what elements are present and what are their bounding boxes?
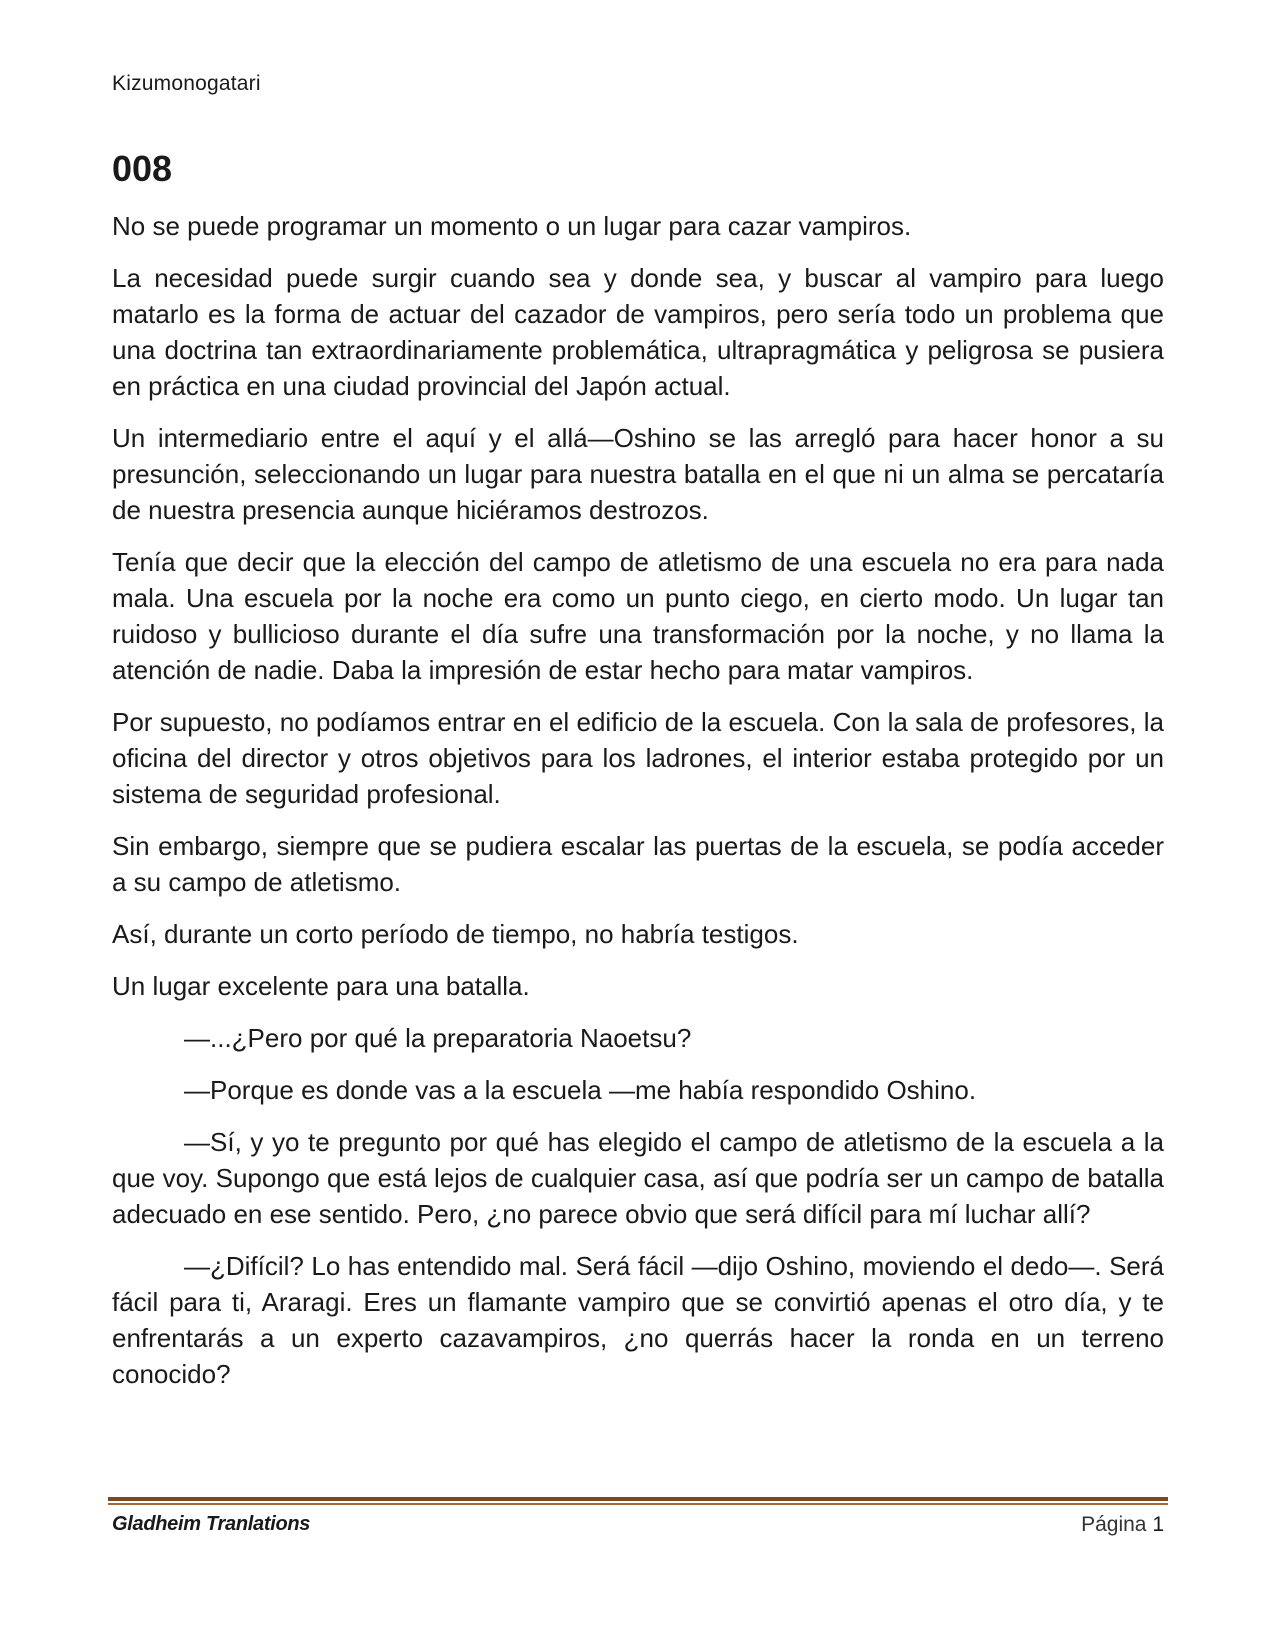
footer-brand: Gladheim Tranlations: [112, 1513, 311, 1535]
page-footer: [112, 1513, 1164, 1543]
dialogue-paragraph: —...¿Pero por qué la preparatoria Naoetsu?: [184, 1023, 692, 1053]
footer-divider-thick: [108, 1497, 1168, 1501]
page-label: Página: [1081, 1513, 1147, 1536]
page-number-value: 1: [1152, 1513, 1164, 1536]
body-text: [112, 208, 1164, 1408]
paragraph: Un intermediario entre el aquí y el allá—Oshino se las arregló para hacer honor a su presunción, seleccionando un lugar para nuestra batalla en el que ni un alma se percataría de nuestra presencia aunque hiciéramos destrozos.: [112, 423, 1164, 525]
page-number: [1081, 1513, 1164, 1537]
paragraph: Por supuesto, no podíamos entrar en el edificio de la escuela. Con la sala de profesores, la oficina del director y otros objetivos para los ladrones, el interior estaba protegido por un sistema de seguridad profesional.: [112, 707, 1164, 809]
paragraph: Un lugar excelente para una batalla.: [112, 971, 530, 1001]
paragraph: Así, durante un corto período de tiempo, no habría testigos.: [112, 919, 799, 949]
chapter-title: 008: [112, 148, 173, 189]
dialogue-paragraph: —Porque es donde vas a la escuela —me había respondido Oshino.: [184, 1075, 977, 1105]
paragraph: La necesidad puede surgir cuando sea y donde sea, y buscar al vampiro para luego matarlo es la forma de actuar del cazador de vampiros, pero sería todo un problema que una doctrina tan extraordinariamente problemática, ultrapragmática y peligrosa se pusiera en práctica en una ciudad provincial del Japón actual.: [112, 263, 1164, 401]
paragraph: No se puede programar un momento o un lugar para cazar vampiros.: [112, 211, 912, 241]
page-header: Kizumonogatari: [112, 72, 261, 95]
dialogue-paragraph: —¿Difícil? Lo has entendido mal. Será fácil —dijo Oshino, moviendo el dedo—. Será fácil para ti, Araragi. Eres un flamante vampiro que se convirtió apenas el otro día, y te enfrentarás a un experto cazavampiros, ¿no querrás hacer la ronda en un terreno conocido?: [112, 1251, 1164, 1389]
paragraph: Sin embargo, siempre que se pudiera escalar las puertas de la escuela, se podía acceder a su campo de atletismo.: [112, 831, 1164, 897]
paragraph: Tenía que decir que la elección del campo de atletismo de una escuela no era para nada mala. Una escuela por la noche era como un punto ciego, en cierto modo. Un lugar tan ruidoso y bullicioso durante el día sufre una transformación por la noche, y no llama la atención de nadie. Daba la impresión de estar hecho para matar vampiros.: [112, 547, 1164, 685]
footer-divider-thin: [108, 1503, 1168, 1505]
dialogue-paragraph: —Sí, y yo te pregunto por qué has elegido el campo de atletismo de la escuela a la que voy. Supongo que está lejos de cualquier casa, así que podría ser un campo de batalla adecuado en ese sentido. Pero, ¿no parece obvio que será difícil para mí luchar allí?: [112, 1127, 1164, 1229]
